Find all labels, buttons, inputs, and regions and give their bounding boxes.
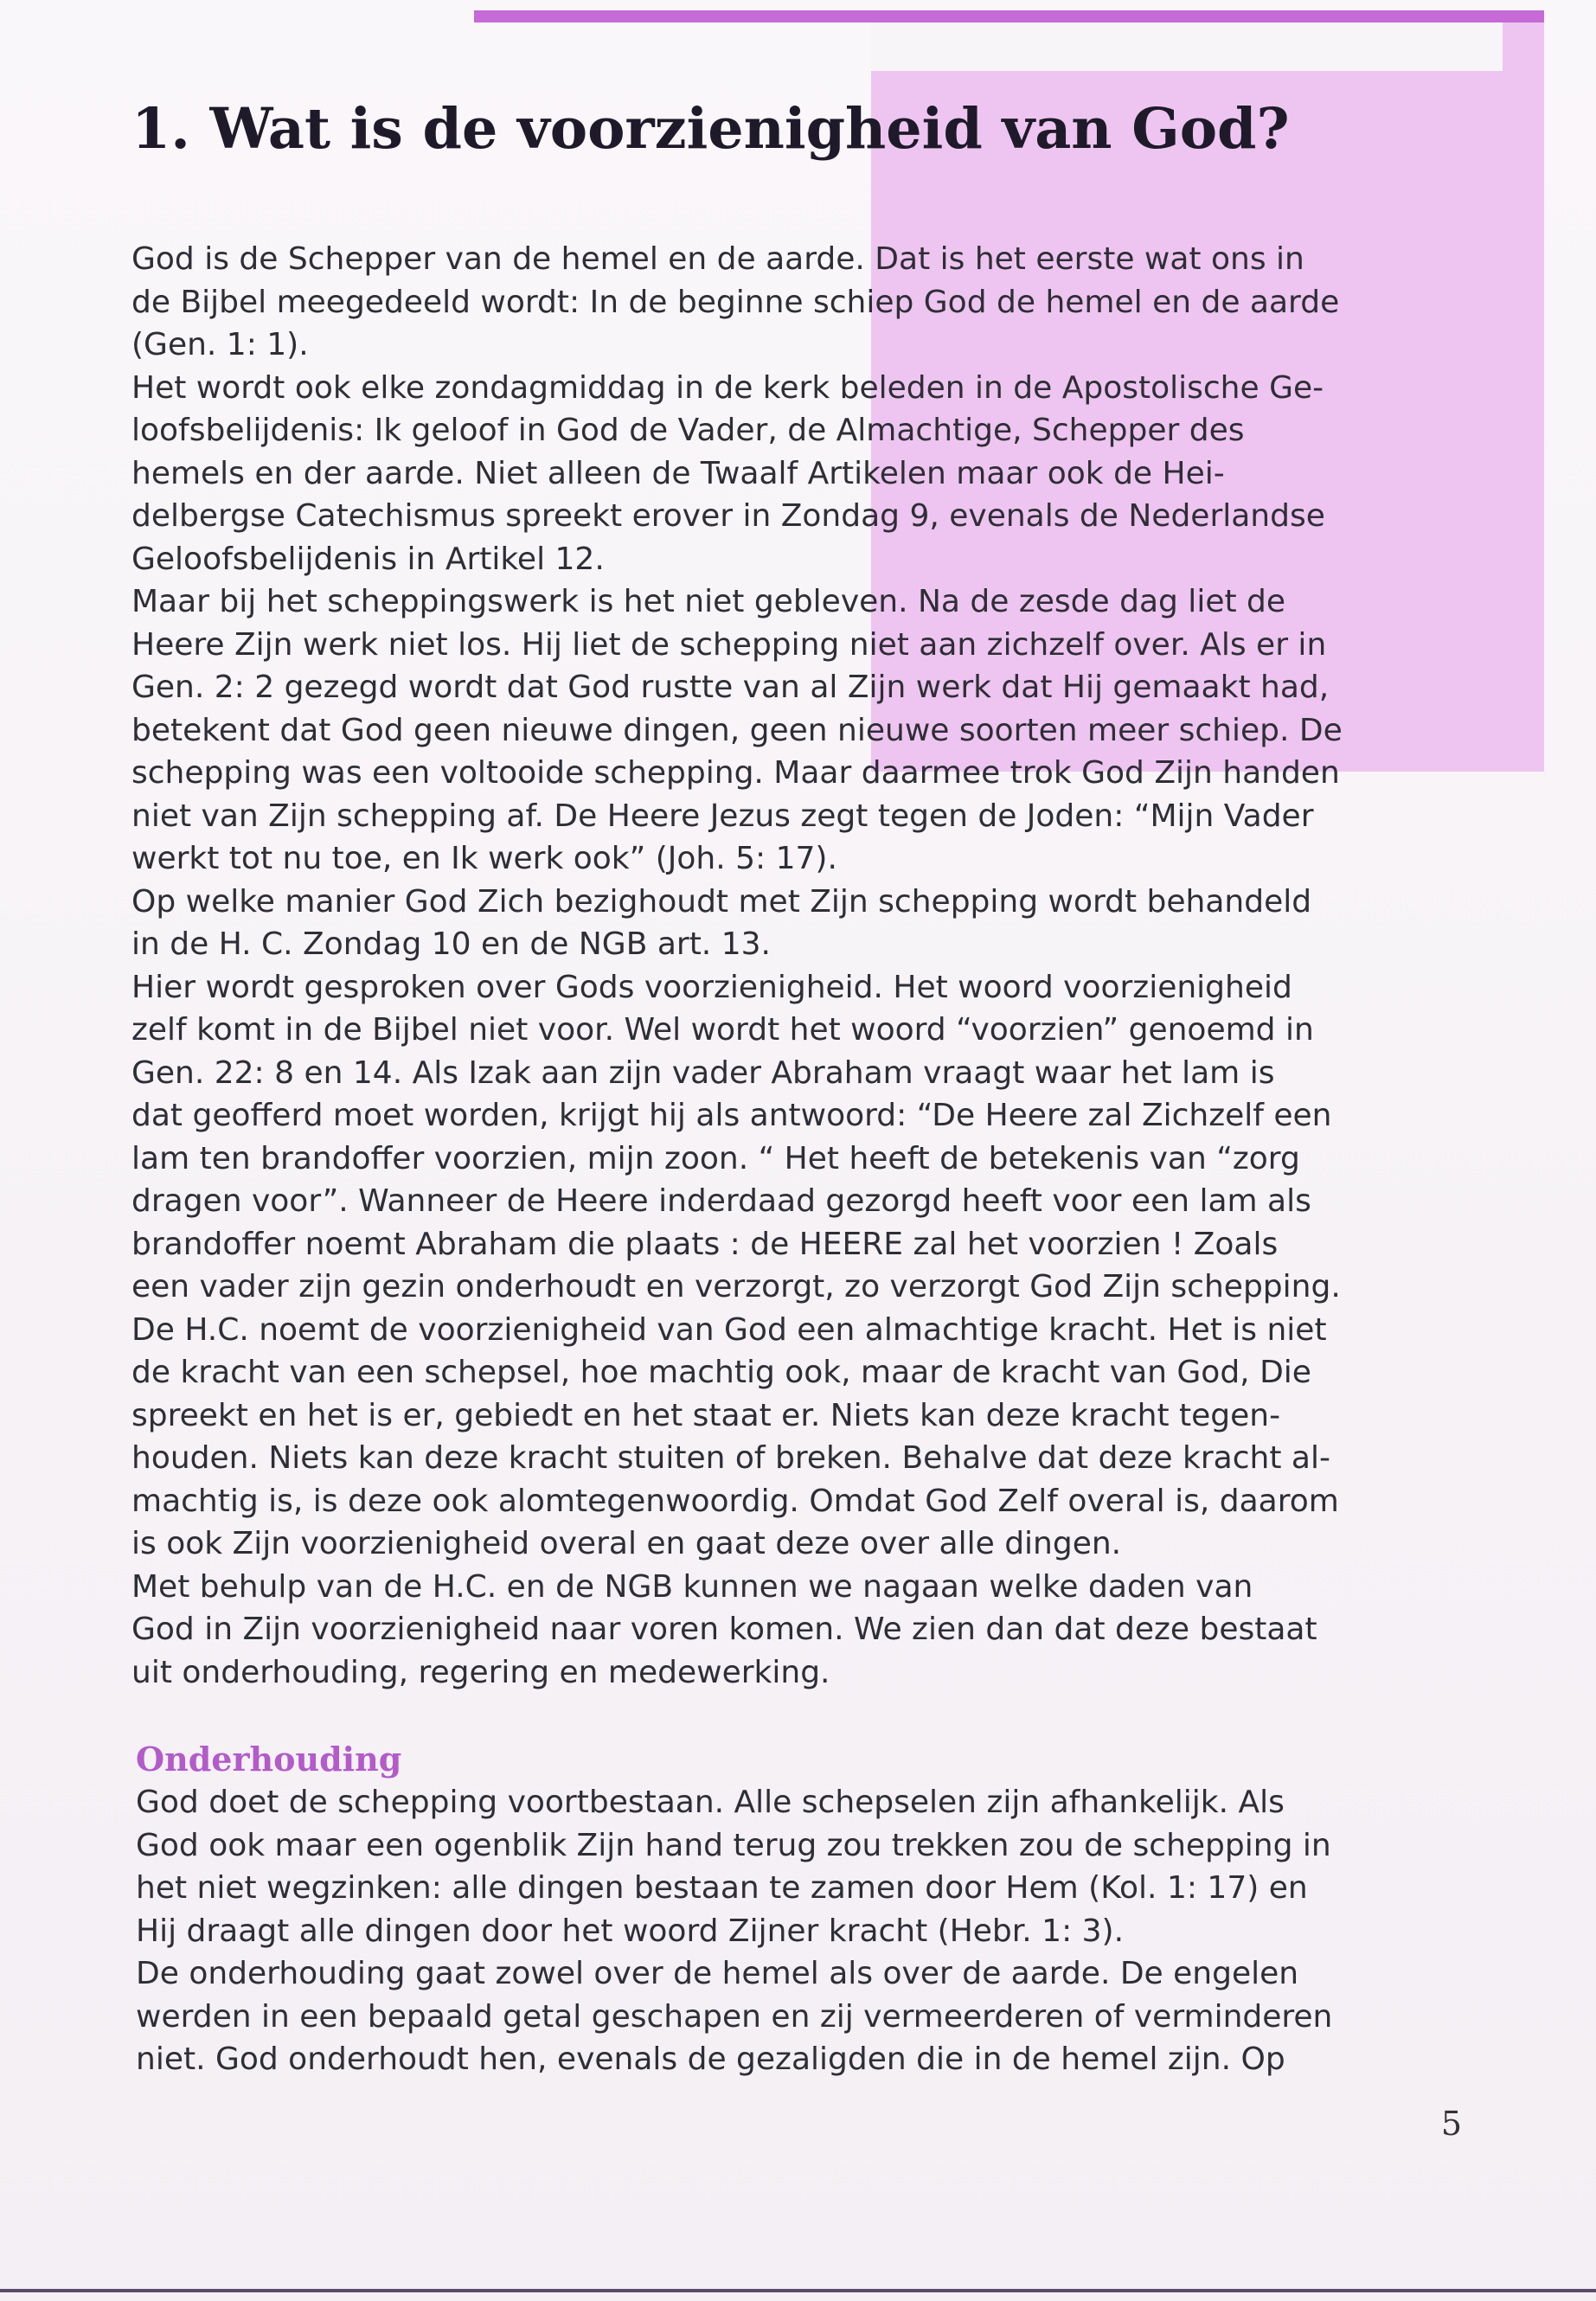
text-line: werden in een bepaald getal geschapen en zij vermeerderen of verminderen — [136, 1998, 1333, 2035]
text-line: Op welke manier God Zich bezighoudt met Zijn schepping wordt behandeld — [131, 883, 1312, 920]
text-line: Maar bij het scheppingswerk is het niet gebleven. Na de zesde dag liet de — [131, 584, 1286, 619]
page-number: 5 — [1440, 2105, 1462, 2143]
text-line: God doet de schepping voortbestaan. Alle schepselen zijn afhankelijk. Als — [136, 1785, 1285, 1820]
text-line: Met behulp van de H.C. en de NGB kunnen we nagaan welke daden van — [131, 1568, 1253, 1605]
text-line: Gen. 22: 8 en 14. Als Izak aan zijn vader Abraham vraagt waar het lam is — [131, 1054, 1275, 1091]
text-line: een vader zijn gezin onderhoudt en verzorgt, zo verzorgt God Zijn schepping. — [131, 1269, 1341, 1304]
text-line: God ook maar een ogenblik Zijn hand terug zou trekken zou de schepping in — [136, 1827, 1331, 1863]
text-line: schepping was een voltooide schepping. Maar daarmee trok God Zijn handen — [131, 755, 1340, 791]
text-line: Gen. 2: 2 gezegd wordt dat God rustte van al Zijn werk dat Hij gemaakt had, — [131, 670, 1330, 705]
text-line: delbergse Catechismus spreekt erover in Zondag 9, evenals de Nederlandse — [131, 498, 1325, 534]
text-line: de Bijbel meegedeeld wordt: In de beginne schiep God de hemel en de aarde — [131, 284, 1340, 320]
text-line: God is de Schepper van de hemel en de aarde. Dat is het eerste wat ons in — [131, 241, 1304, 277]
text-line: spreekt en het is er, gebiedt en het staat er. Niets kan deze kracht tegen- — [131, 1397, 1281, 1433]
intro-body — [131, 238, 1446, 1694]
text-line: houden. Niets kan deze kracht stuiten of breken. Behalve dat deze kracht al- — [131, 1440, 1330, 1476]
text-line: hemels en der aarde. Niet alleen de Twaalf Artikelen maar ook de Hei- — [131, 455, 1225, 491]
text-line: brandoffer noemt Abraham die plaats : de HEERE zal het voorzien ! Zoals — [131, 1226, 1279, 1262]
text-line: uit onderhouding, regering en medewerking. — [131, 1654, 830, 1690]
page-title: 1. Wat is de voorzienigheid van God? — [131, 96, 1290, 162]
text-line: is ook Zijn voorzienigheid overal en gaat deze over alle dingen. — [131, 1526, 1122, 1561]
text-line: niet. God onderhoudt hen, evenals de gezaligden die in de hemel zijn. Op — [136, 2041, 1285, 2077]
text-line: Hier wordt gesproken over Gods voorzienigheid. Het woord voorzienigheid — [131, 969, 1292, 1005]
section-body — [136, 1781, 1451, 2081]
text-line: De H.C. noemt de voorzienigheid van God een almachtige kracht. Het is niet — [131, 1311, 1327, 1348]
text-line: Heere Zijn werk niet los. Hij liet de schepping niet aan zichzelf over. Als er in — [131, 626, 1327, 663]
text-line: betekent dat God geen nieuwe dingen, geen nieuwe soorten meer schiep. De — [131, 712, 1343, 748]
bottom-rule — [0, 2289, 1596, 2292]
text-line: machtig is, is deze ook alomtegenwoordig. Omdat God Zelf overal is, daarom — [131, 1483, 1339, 1519]
text-line: De onderhouding gaat zowel over de hemel als over de aarde. De engelen — [136, 1956, 1299, 1991]
text-line: (Gen. 1: 1). — [131, 327, 309, 362]
text-line: Geloofsbelijdenis in Artikel 12. — [131, 541, 605, 577]
text-line: de kracht van een schepsel, hoe machtig ook, maar de kracht van God, Die — [131, 1355, 1311, 1390]
text-line: werkt tot nu toe, en Ik werk ook” (Joh. 5: 17). — [131, 841, 837, 876]
text-line: loofsbelijdenis: Ik geloof in God de Vader, de Almachtige, Schepper des — [131, 413, 1245, 448]
text-line: God in Zijn voorzienigheid naar voren komen. We zien dan dat deze bestaat — [131, 1612, 1317, 1647]
section-heading: Onderhouding — [136, 1740, 402, 1779]
text-line: niet van Zijn schepping af. De Heere Jezus zegt tegen de Joden: “Mijn Vader — [131, 798, 1314, 834]
text-line: Het wordt ook elke zondagmiddag in de kerk beleden in de Apostolische Ge- — [131, 369, 1324, 406]
text-line: lam ten brandoffer voorzien, mijn zoon. “ Het heeft de betekenis van “zorg — [131, 1140, 1300, 1176]
text-line: in de H. C. Zondag 10 en de NGB art. 13. — [131, 926, 771, 962]
text-line: het niet wegzinken: alle dingen bestaan te zamen door Hem (Kol. 1: 17) en — [136, 1870, 1308, 1906]
text-line: zelf komt in de Bijbel niet voor. Wel wordt het woord “voorzien” genoemd in — [131, 1012, 1314, 1048]
text-line: Hij draagt alle dingen door het woord Zijner kracht (Hebr. 1: 3). — [136, 1913, 1125, 1949]
text-line: dat geofferd moet worden, krijgt hij als antwoord: “De Heere zal Zichzelf een — [131, 1098, 1332, 1133]
text-line: dragen voor”. Wanneer de Heere inderdaad gezorgd heeft voor een lam als — [131, 1183, 1311, 1219]
